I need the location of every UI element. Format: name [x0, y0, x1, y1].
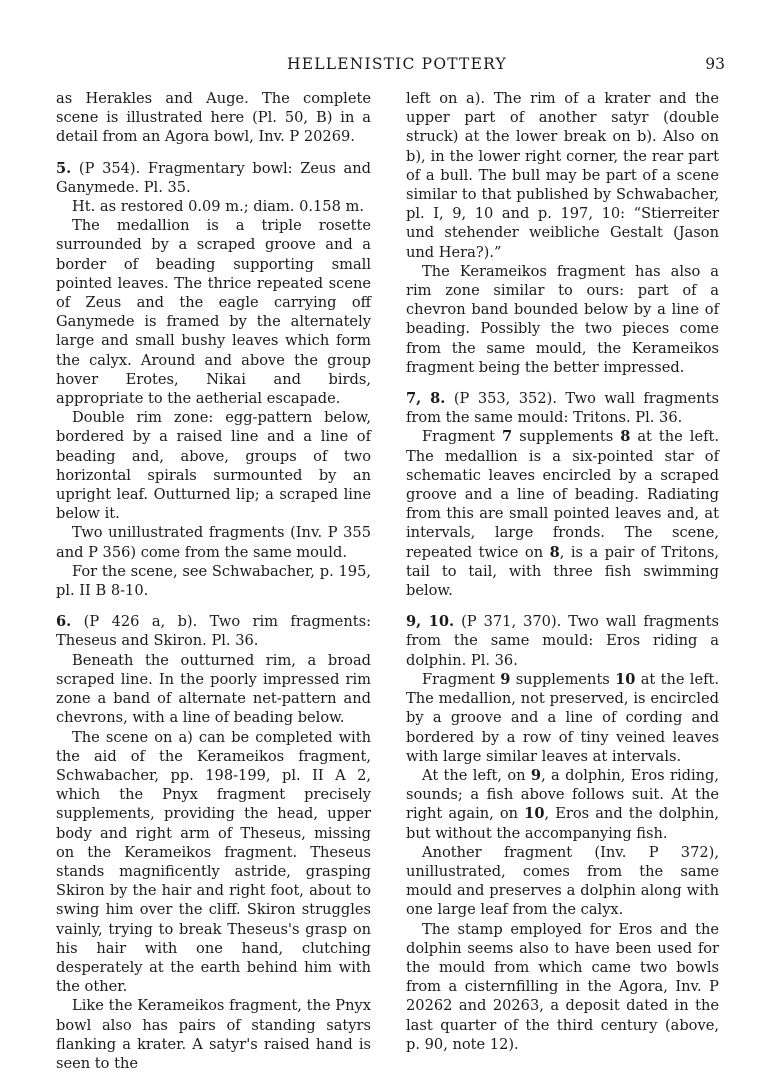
left-column	[56, 89, 371, 1073]
entry-heading	[38, 612, 371, 650]
fragment-number: 9	[500, 670, 511, 688]
page-number: 93	[705, 55, 725, 73]
page-header	[0, 55, 777, 79]
text-run: , is a pair of Tritons, tail to tail, with three fish swimming below.	[406, 543, 719, 600]
entry-number: 6.	[56, 613, 72, 631]
text-run: supplements	[512, 428, 621, 446]
paragraph: The medallion is a triple rosette surrounded by a scraped groove and a border of beading supporting small pointed leaves. The thrice repeated scene of Zeus and the eagle carrying off Ganymede is framed by the alternately large and small bushy leaves which form the calyx. Around and above the group hover Erotes, Nikai and birds, appropriate to the aetherial escapade.	[56, 217, 371, 408]
paragraph: Double rim zone: egg-pattern below, bordered by a raised line and a line of beading and, above, groups of two horizontal spirals surmounted by an upright leaf. Outturned lip; a scraped line below it.	[56, 409, 371, 523]
entry-title: (P 354). Fragmentary bowl: Zeus and Ganymede. Pl. 35.	[56, 159, 371, 196]
catalog-entry-9-10	[406, 612, 719, 1054]
paragraph: Beneath the outturned rim, a broad scraped line. In the poorly impressed rim zone a band of alternate net-pattern and chevrons, with a line of beading below.	[56, 651, 371, 727]
fragment-number: 8	[549, 543, 560, 561]
paragraph: For the scene, see Schwabacher, p. 195, pl. II B 8-10.	[56, 562, 371, 600]
text-run: Fragment	[422, 670, 501, 688]
entry-heading	[388, 612, 719, 670]
entry-title: (P 426 a, b). Two rim fragments: Theseus and Skiron. Pl. 36.	[56, 613, 371, 650]
fragment-number: 10	[524, 805, 545, 823]
paragraph	[406, 670, 719, 766]
entry-heading	[38, 159, 371, 197]
paragraph: The Kerameikos fragment has also a rim zone similar to ours: part of a chevron band bounded below by a line of beading. Possibly the two pieces come from the same mould, the Kerameikos fragment being the better impressed.	[406, 262, 719, 376]
paragraph: as Herakles and Auge. The complete scene is illustrated here (Pl. 50, B) in a detail from an Agora bowl, Inv. P 20269.	[56, 90, 371, 146]
catalog-entry-5	[56, 159, 371, 601]
entry-title: (P 353, 352). Two wall fragments from the same mould: Tritons. Pl. 36.	[406, 390, 719, 427]
text-run: , a dolphin, Eros riding, sounds; a fish above follows suit. At the right again, on	[406, 766, 719, 823]
paragraph: Two unillustrated fragments (Inv. P 355 and P 356) come from the same mould.	[56, 524, 371, 561]
text-run: At the left, on	[422, 766, 531, 784]
text-run: at the left. The medallion is a six-pointed star of schematic leaves encircled by a scraped groove and a line of beading. Radiating from this are small pointed leaves and, at intervals, large fronds. The scene, repeated twice on	[406, 428, 719, 561]
fragment-number: 10	[615, 670, 636, 688]
entry-dimensions: Ht. as restored 0.09 m.; diam. 0.158 m.	[72, 198, 364, 216]
paragraph: left on a). The rim of a krater and the upper part of another satyr (double struck) at the lower break on b). Also on b), in the lower right corner, the rear part of a bull. The bull may be part of a scene similar to that published by Schwabacher, pl. I, 9, 10 and p. 197, 10: “Stierreiter und stehender weibliche Gestalt (Jason und Hera?).”	[406, 90, 719, 261]
catalog-entry-7-8	[406, 389, 719, 600]
paragraph: The scene on a) can be completed with the aid of the Kerameikos fragment, Schwabacher, pp. 198-199, pl. II A 2, which the Pnyx fragment precisely supplements, providing the head, upper body and right arm of Theseus, missing on the Kerameikos fragment. Theseus stands magnificently astride, grasping Skiron by the hair and right foot, about to swing him over the cliff. Skiron struggles vainly, trying to break Theseus's grasp on his hair with one hand, clutching desperately at the earth behind him with the other.	[56, 728, 371, 996]
entry-heading	[388, 389, 719, 427]
paragraph: Another fragment (Inv. P 372), unillustrated, comes from the same mould and preserves a dolphin along with one large leaf from the calyx.	[406, 843, 719, 919]
text-run: at the left. The medallion, not preserved, is encircled by a groove and a line of cording and bordered by a row of tiny veined leaves with large similar leaves at intervals.	[406, 670, 719, 765]
right-column	[406, 89, 719, 1054]
catalog-entry-6	[56, 612, 371, 1073]
paragraph: The stamp employed for Eros and the dolphin seems also to have been used for the mould from which came two bowls from a cisternfilling in the Agora, Inv. P 20262 and 20263, a deposit dated in the last quarter of the third century (above, p. 90, note 12).	[406, 920, 719, 1053]
fragment-number: 9	[530, 766, 542, 784]
running-title: HELLENISTIC POTTERY	[287, 55, 507, 73]
paragraph	[406, 427, 719, 600]
fragment-number: 8	[620, 428, 631, 446]
fragment-number: 7	[501, 428, 513, 446]
paragraph	[406, 766, 719, 843]
entry-number: 9, 10.	[406, 613, 455, 631]
text-run: , Eros and the dolphin, but without the accompanying fish.	[406, 805, 719, 842]
entry-title: (P 371, 370). Two wall fragments from the same mould: Eros riding a dolphin. Pl. 36.	[406, 613, 719, 669]
paragraph: Like the Kerameikos fragment, the Pnyx bowl also has pairs of standing satyrs flanking a krater. A satyr's raised hand is seen to the	[56, 997, 371, 1072]
entry-number: 7, 8.	[406, 390, 446, 408]
text-run: Fragment	[422, 428, 502, 446]
text-run: supplements	[510, 670, 616, 688]
entry-number: 5.	[56, 159, 72, 177]
